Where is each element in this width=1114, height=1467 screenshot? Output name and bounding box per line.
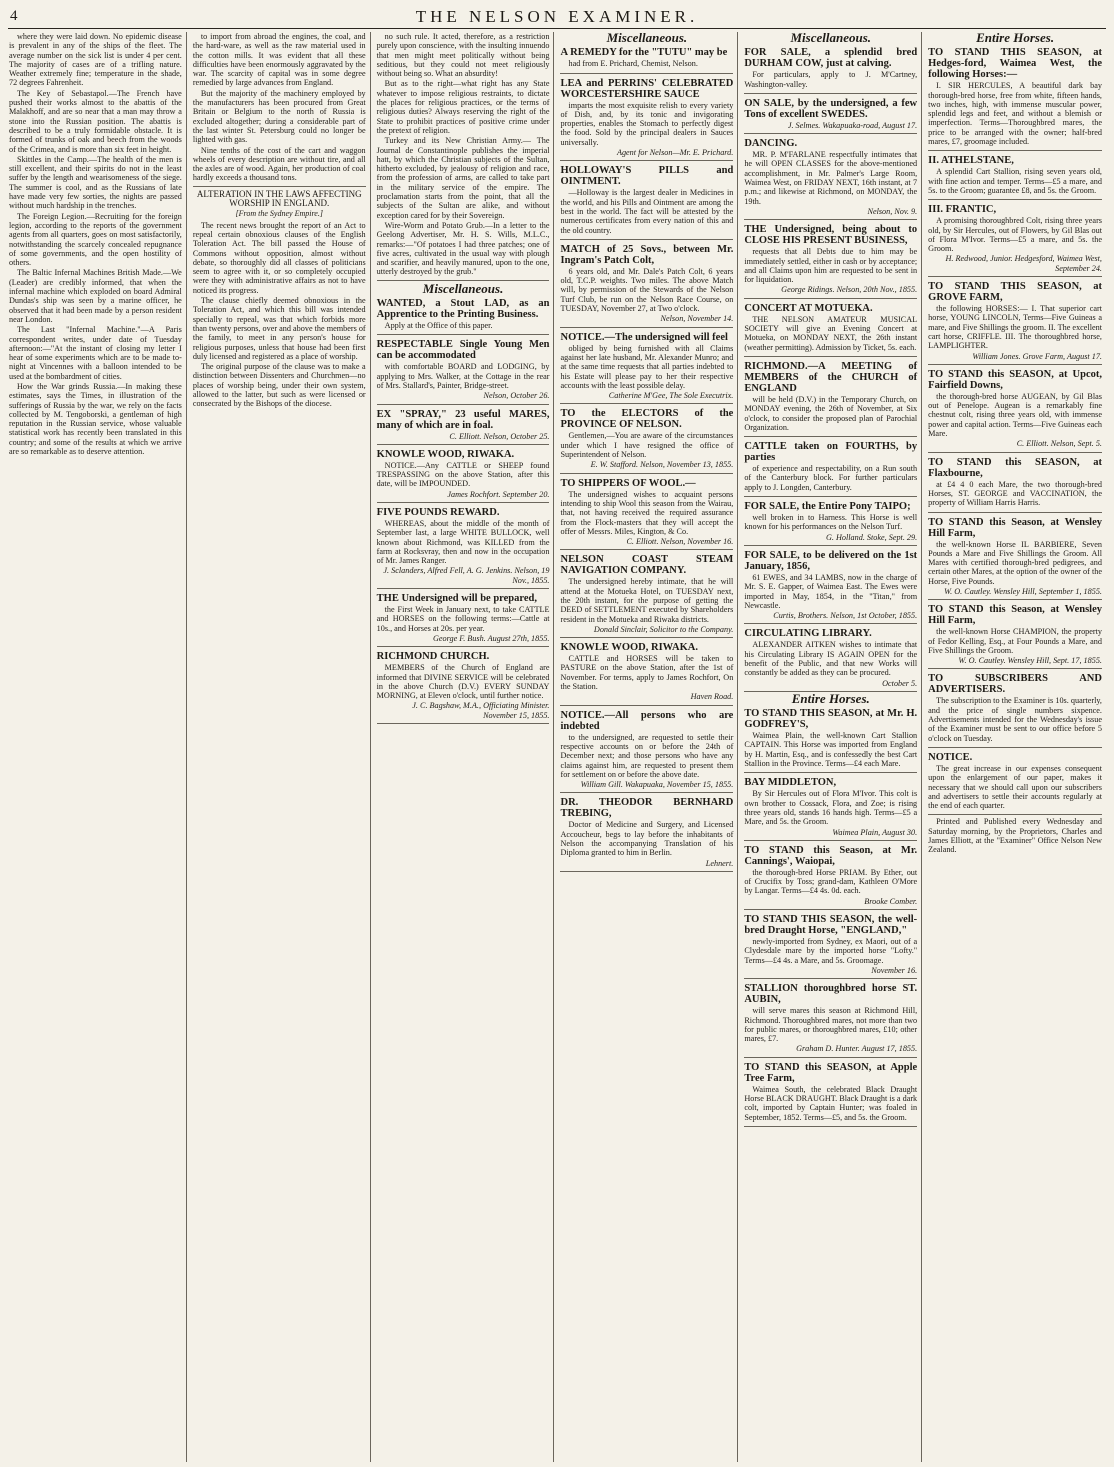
advertisement-body: The undersigned hereby intimate, that he will attend at the Motueka Hotel, on TUESDAY next, the 20th instant, for the purpose of getting the DEED of SETTLEMENT executed by Shareholders resident in the Motueka and Riwaka districts. [560, 577, 734, 624]
article-paragraph: But the majority of the machinery employed by the manufacturers has been procured from Great Britain or Belgium to the north of Russia is excluded altogether; during a considerable part of the last winter St. Petersburg could no longer be lighted with gas. [192, 88, 366, 145]
advertisement [560, 242, 733, 328]
advertisement-heading: A REMEDY for the "TUTU" may be [560, 47, 728, 59]
advertisement-signature: J. C. Bagshaw, M.A., Officiating Minister. November 15, 1855. [412, 701, 550, 720]
column-6 [927, 32, 1106, 1462]
advertisement-signature: Curtis, Brothers. Nelson, 1st October, 1855. [773, 611, 918, 621]
article-paragraph: Skittles in the Camp.—The health of the men is still excellent, and their spirits do not in the least suffer by the length and wearisomeness of the siege. The summer is cool, and as the Russians of late have made very few sorties, the nights are passed without much hardship in the trenches. [9, 154, 182, 211]
advertisement-heading: NOTICE.—The undersigned will feel [560, 331, 728, 343]
section-heading: Entire Horses. [791, 690, 870, 706]
advertisement-heading: RICHMOND.—A MEETING of MEMBERS of the CHURCH of ENGLAND [744, 360, 918, 394]
advertisement-heading: TO STAND this Season, at Wensley Hill Farm, [928, 604, 1102, 627]
advertisement [560, 795, 733, 871]
advertisement-heading: FOR SALE, to be delivered on the 1st January, 1856, [744, 549, 918, 572]
article-heading: ALTERATION IN THE LAWS AFFECTING WORSHIP IN ENGLAND. [196, 188, 362, 209]
advertisement [377, 447, 550, 503]
newspaper-title: THE NELSON EXAMINER. [415, 7, 699, 26]
advertisement-body: For particulars, apply to J. M'Cartney, Washington-valley. [744, 70, 918, 89]
advertisement-body: Waimea Plain, the well-known Cart Stallion CAPTAIN. This Horse was imported from England by H. Martin, Esq., and is confessedly the best Cart Stallion in the Province. Terms—£4 each Mare. [744, 731, 918, 769]
advertisement-heading: DR. THEODOR BERNHARD TREBING, [560, 797, 734, 820]
advertisement [928, 671, 1102, 747]
advertisement-heading: EX "SPRAY," 23 useful MARES, many of which are in foal. [376, 408, 550, 431]
advertisement-body: the well-known Horse CHAMPION, the property of Fedor Kelling, Esq., at Four Pounds a Mare, and Five Shillings the Groom. [928, 627, 1102, 655]
article-paragraph: The original purpose of the clause was to make a distinction between Dissenters and Churchmen—no places of worship being, under their own system, allowed to the latter, but such as were licensed or consecrated by the Bishops of the diocese. [192, 362, 366, 409]
advertisement-body: will be held (D.V.) in the Temporary Church, on MONDAY evening, the 26th of November, at Six o'clock, to consider the proposed plan of Parochial Organization. [744, 394, 918, 432]
advertisement-body: NOTICE.—Any CATTLE or SHEEP found TRESPASSING on the above Station, after this date, will be IMPOUNDED. [376, 460, 550, 489]
advertisement-signature: Catherine M'Gee, The Sole Executrix. [608, 391, 734, 401]
article-paragraph: The Foreign Legion.—Recruiting for the foreign legion, according to the reports of the government agents from all quarters, goes on most satisfactorily, notwithstanding the scarcely concealed repugnance of some governments, and the open hostility of others. [9, 211, 182, 268]
advertisement-signature: Graham D. Hunter. August 17, 1855. [796, 1044, 918, 1054]
advertisement-heading: TO STAND this SEASON, at Apple Tree Farm, [744, 1061, 918, 1084]
advertisement-signature: Nelson, November 14. [660, 314, 734, 324]
advertisement-body: Doctor of Medicine and Surgery, and Licensed Accoucheur, begs to lay before the inhabitants of Nelson the accompanying Translation of his Diploma granted to him in Berlin. [560, 820, 734, 858]
advertisement-heading: TO STAND THIS SEASON, the well-bred Draught Horse, "ENGLAND," [744, 914, 918, 937]
article-paragraph [377, 136, 550, 220]
advertisement-heading: FOR SALE, the Entire Pony TAIPO; [744, 501, 911, 513]
columns [8, 32, 1106, 1462]
advertisement [928, 367, 1102, 453]
advertisement-heading: WANTED, a Stout LAD, as an Apprentice to the Printing Business. [376, 298, 550, 321]
article-paragraph: The Key of Sebastapol.—The French have pushed their works almost to the abattis of the Malakhoff, and are so near that a man may throw a stone into the Russian position. The abattis is described to be a truly formidable obstacle. It is formed of trunks of oak and beech from the woods of the Crimea, and is more than six feet in height. [9, 88, 182, 154]
advertisement [928, 750, 1102, 815]
advertisement [744, 775, 917, 840]
advertisement-signature: November 16. [871, 965, 918, 975]
advertisement-body: —Holloway is the largest dealer in Medicines in the world, and his Pills and Ointment are among the best in the world. The fact will be attested by the numerous certificates from every nation of this and the old country. [560, 188, 734, 235]
advertisement-body: Waimea South, the celebrated Black Draught Horse BLACK DRAUGHT. Black Draught is a dark colt, imported by Captain Hunter; was foaled in September, 1852. Terms—£5, and 5s. the Groom. [744, 1084, 918, 1122]
advertisement-body: The subscription to the Examiner is 10s. quarterly, and the price of single numbers sixpence. Advertisements intended for the Wednesday's issue of the Examiner must be sent to our office before 5 o'clock on Tuesday. [928, 696, 1102, 743]
advertisement [928, 279, 1102, 365]
advertisement [560, 45, 733, 73]
article-paragraph: no such rule. It acted, therefore, as a restriction purely upon conscience, with the insulting innuendo that men might meet politically without being seditious, but they could not meet religiously without being so. What an absurdity! [376, 32, 550, 79]
column-5 [743, 32, 922, 1462]
advertisement-signature: James Rochfort. September 20. [447, 489, 550, 499]
advertisement-signature: George F. Bush. August 27th, 1855. [432, 633, 550, 643]
advertisement-heading: TO STAND this SEASON, at Upcot, Fairfield Downs, [928, 368, 1102, 391]
advertisement-heading: TO STAND THIS SEASON, at Mr. H. GODFREY'S, [744, 708, 918, 731]
advertisement-heading: FIVE POUNDS REWARD. [376, 506, 500, 518]
advertisement-body: the thorough-bred Horse PRIAM. By Ether, out of Crucifix by Toss; grand-dam, Kathleen O'More by Langar. Terms—£4 4s. 0d. each. [744, 867, 918, 896]
article-paragraph: But as to the right—what right has any State whatever to impose religious restraints, to dictate the places for religious practices, or the terms of religious duties? Always reserving the right of the State to prohibit practices of positive crime under the pretext of religion. [376, 79, 550, 135]
divider [193, 186, 366, 187]
advertisement-body: Gentlemen,—You are aware of the circumstances under which I have resigned the office of Superintendent of Nelson. [560, 431, 734, 460]
advertisement-heading: LEA and PERRINS' CELEBRATED WORCESTERSHIRE SAUCE [560, 77, 734, 100]
advertisement-heading: KNOWLE WOOD, RIWAKA. [376, 448, 515, 460]
advertisement [560, 708, 733, 794]
advertisement-signature: Lehnert. [705, 858, 734, 868]
advertisement-signature: George Ridings. Nelson, 20th Nov., 1855. [781, 285, 918, 295]
advertisement [928, 455, 1102, 513]
article-paragraph: to import from abroad the engines, the coal, and the hard-ware, as well as the raw material used in the cotton mills. It was evident that all these difficulties have been enormously aggravated by the war. The scarcity of capital was in some degree remedied by large advances from England. [192, 32, 366, 88]
advertisement-body: A splendid Cart Stallion, rising seven years old, with fine action and temper. Terms—£5 a mare, and 5s. to the Groom; guarantee £8, and 5s. the Groom. [928, 167, 1102, 195]
advertisement [560, 76, 733, 162]
advertisement-heading: RICHMOND CHURCH. [376, 651, 490, 663]
advertisement [377, 407, 550, 445]
advertisement-body: requests that all Debts due to him may be immediately settled, either in cash or by acceptance; and all Claims upon him are requested to be sent in for liquidation. [744, 247, 918, 285]
article-paragraph: The Baltic Infernal Machines British Made.—We (Leader) are credibly informed, that when the infernal machine which exploded on board Admiral Dundas's ship was seen by a marine officer, he observed that it had been made by a person resident near London. [9, 268, 182, 324]
imprint: Printed and Published every Wednesday and Saturday morning, by the Proprietors, Charles and James Elliott, at the "Examiner" Office Nelson New Zealand. [928, 817, 1102, 855]
advertisement-signature: C. Elliott. Nelson, October 25. [449, 431, 550, 441]
advertisement-signature: Waimea Plain, August 30. [832, 827, 918, 837]
advertisement-signature: J. Sclanders, Alfred Fell, A. G. Jenkins. Nelson, 19 Nov., 1855. [383, 566, 550, 585]
advertisement-heading: III. FRANTIC, [928, 204, 997, 216]
advertisement-heading: TO STAND THIS SEASON, at GROVE FARM, [928, 281, 1102, 304]
advertisement [560, 476, 733, 551]
article-paragraph: The recent news brought the report of an Act to repeal certain obnoxious clauses of the English Toleration Act. The bill passed the House of Commons without opposition, almost without debate, so thoroughly did all classes of politicians seem to agree with it, or so completely occupied were they with administrative affairs as not to have noticed its progress. [192, 220, 366, 295]
advertisement-body: 6 years old, and Mr. Dale's Patch Colt, 6 years old, T.C.P. weights. Two miles. The above Match will, by permission of the Stewards of the Nelson Turf Club, be run on the Nelson Race Course, on TUESDAY, November 27, at Two o'clock. [560, 266, 734, 314]
advertisement-signature: Brooke Comber. [864, 896, 918, 906]
advertisement-heading: TO STAND this SEASON, at Flaxbourne, [928, 456, 1102, 479]
advertisement-heading: TO STAND THIS SEASON, at Hedges-ford, Waimea West, the following Horses:— [928, 47, 1102, 81]
advertisement-body: obliged by being furnished with all Claims against her late husband, Mr. Alexander Munro; and at the same time requests that all parties indebted to his Estate will please pay to her their respective accounts with the least possible delay. [560, 343, 734, 390]
article-paragraph: The Last "Infernal Machine."—A Paris correspondent writes, under date of Tuesday afternoon:—"At the instant of closing my letter I hear of some experiments which are to be made to-night at Vincennes with a balloon intended to be used at the bombardment of cities. [9, 325, 182, 381]
advertisement [744, 548, 917, 624]
advertisement-heading: STALLION thoroughbred horse ST. AUBIN, [744, 983, 918, 1006]
advertisement-body: of experience and respectability, on a Run south of the Canterbury block. For further particulars apply to J. Longden, Canterbury. [744, 464, 918, 492]
advertisement [928, 45, 1102, 151]
advertisement-body: the thorough-bred horse AUGEAN, by Gil Blas out of Penelope. Augean is a remarkably fine chestnut colt, rising three years old, with immense power and capital action. Terms—Five Guineas each Mare. [928, 391, 1102, 439]
advertisement [744, 1060, 917, 1127]
advertisement-body: the well-known Horse IL BARBIERE, Seven Pounds a Mare and Five Shillings the Groom. All Mares with certified thorough-bred pedigrees, and certain other Mares, at the option of the owner of the Horse, Five Pounds. [928, 539, 1102, 586]
advertisement [377, 649, 550, 724]
article-source: [From the Sydney Empire.] [235, 209, 323, 219]
column-2 [192, 32, 371, 1462]
advertisement-body: WHEREAS, about the middle of the month of September last, a large WHITE BULLOCK, well known about Richmond, was KILLED from the farm at Rocksvray, then and now in the occupation of Mr. James Ranger. [376, 518, 550, 566]
advertisement-heading: TO SUBSCRIBERS AND ADVERTISERS. [928, 673, 1102, 696]
advertisement-body: ALEXANDER AITKEN wishes to intimate that his Circulating Library IS AGAIN OPEN for the benefit of the Public, and that new Works will constantly be added as they can be procured. [744, 640, 918, 678]
advertisement-heading: TO STAND this Season, at Wensley Hill Farm, [928, 516, 1102, 539]
advertisement [744, 843, 917, 910]
article-lead: Turkey and its New Christian Army.— [384, 136, 531, 146]
advertisement-heading: NOTICE.—All persons who are indebted [560, 709, 734, 732]
advertisement-heading: ON SALE, by the undersigned, a few Tons of excellent SWEDES. [744, 97, 918, 120]
advertisement-body: I. SIR HERCULES, A beautiful dark bay thorough-bred horse, free from white, fifteen hands, two inches, high, with immense muscular power, splendid legs and feet, and without a blemish or imperfection. Terms—Thoroughbred mares, the price to be arranged with the owner; half-bred mares, £7, groomage included. [928, 81, 1102, 147]
advertisement-signature: Haven Road. [690, 692, 734, 702]
advertisement-body: 61 EWES, and 34 LAMBS, now in the charge of Mr. S. E. Gapper, of Waimea East. The Ewes were imported in May, 1854, in the "Titan," from Newcastle. [744, 572, 918, 610]
advertisement-body: at £4 4 0 each Mare, the two thorough-bred Horses, ST. GEORGE and VACCINATION, the property of William Harris Harris. [928, 479, 1102, 508]
advertisement [744, 222, 917, 298]
advertisement-signature: Agent for Nelson—Mr. E. Prichard. [616, 148, 734, 158]
article-text: The Journal de Constantinople publishes the imperial hatt, by which the Christian subjects of the Sultan, hitherto excluded, by jealousy of religion and race, from the profession of arms, are called to take part in the military service of the empire. The proclamation starts from the point, that all the subjects of the Sultan are alike, and without exception cared for by their Sovereign. [376, 136, 550, 220]
advertisement [928, 515, 1102, 601]
advertisement-body: the following HORSES:— I. That superior cart horse, YOUNG LINCOLN, Terms—Five Guineas a mare, and Five Shillings the groom. II. The excellent cart horse, CRIFFLE. III. The thoroughbred horse, LAMPLIGHTER. [928, 304, 1102, 351]
advertisement-signature: J. Selmes. Wakapuaka-road, August 17. [787, 120, 918, 130]
advertisement-signature: William Jones. Grove Farm, August 17. [972, 351, 1102, 361]
advertisement-body: A promising thoroughbred Colt, rising three years old, by Sir Hercules, out of Flowers, by Gil Blas out of Flora M'Ivor. Terms—£5 a mare, and 5s. the Groom. [928, 216, 1102, 254]
advertisement [377, 505, 550, 589]
advertisement-signature: October 5. [882, 678, 918, 688]
advertisement-body: Apply at the Office of this paper. [384, 321, 493, 331]
advertisement-body: MEMBERS of the Church of England are informed that DIVINE SERVICE will be celebrated in the above Church (D.V.) EVERY SUNDAY MORNING, at Eleven o'clock, until further notice. [376, 663, 550, 701]
advertisement [928, 602, 1102, 669]
page-number: 4 [10, 8, 18, 24]
advertisement-heading: CATTLE taken on FOURTHS, by parties [744, 441, 918, 464]
advertisement-heading: TO the ELECTORS of the PROVINCE OF NELSON. [560, 408, 734, 431]
advertisement-heading: TO SHIPPERS OF WOOL.— [560, 477, 696, 489]
advertisement-body: well broken in to Harness. This Horse is well known for his performances on the Nelson Turf. [744, 513, 918, 532]
advertisement-heading: NOTICE. [928, 751, 973, 763]
advertisement-body: CATTLE and HORSES will be taken to PASTURE on the above Station, after the 1st of November. For terms, apply to James Rochfort, On the Station. [560, 654, 734, 692]
advertisement-signature: W. O. Cautley. Wensley Hill, Sept. 17, 1855. [958, 656, 1102, 666]
advertisement-heading: FOR SALE, a splendid bred DURHAM COW, just at calving. [744, 47, 918, 70]
advertisement-heading: CONCERT AT MOTUEKA. [744, 302, 873, 314]
advertisement-heading: THE Undersigned will be prepared, [376, 593, 537, 605]
advertisement [744, 706, 917, 773]
advertisement-body: The great increase in our expenses consequent upon the enlargement of our paper, makes it necessary that we should call upon our subscribers and advertisers to settle their accounts regularly at the end of each quarter. [928, 763, 1102, 811]
advertisement-signature: Nelson, Nov. 9. [867, 206, 918, 216]
article-paragraph: Nine tenths of the cost of the cart and waggon wheels of every description are without tire, and all the axles are of wood. Again, her production of coal hardly exceeds a thousand tons. [192, 145, 366, 183]
advertisement-body: will serve mares this season at Richmond Hill, Richmond. Thoroughbred mares, not more than two for public mares, or thoroughbred mares, £10; other mares, £7. [744, 1006, 918, 1044]
advertisement-heading: II. ATHELSTANE, [928, 155, 1014, 167]
advertisement [744, 96, 917, 134]
advertisement [744, 45, 917, 94]
section-heading: Miscellaneous. [790, 32, 872, 45]
advertisement-heading: NELSON COAST STEAM NAVIGATION COMPANY. [560, 554, 734, 577]
advertisement-heading: CIRCULATING LIBRARY. [744, 628, 872, 640]
advertisement-signature: W. O. Cautley. Wensley Hill, September 1, 1855. [944, 586, 1102, 596]
advertisement-heading: DANCING. [744, 138, 798, 150]
advertisement-body: By Sir Hercules out of Flora M'Ivor. This colt is own brother to Cossack, Flora, and Zoe; is rising three years old, stands 16 hands high. Terms—£5 a Mare, and 5s. the Groom. [744, 789, 918, 827]
advertisement [377, 591, 550, 647]
advertisement-heading: KNOWLE WOOD, RIWAKA. [560, 642, 698, 654]
advertisement-body: THE NELSON AMATEUR MUSICAL SOCIETY will give an Evening Concert at Motueka, on MONDAY NEXT, the 26th instant (weather permitting). Admission by Ticket, 5s. each. [744, 314, 918, 352]
advertisement [560, 163, 733, 239]
advertisement-body: the First Week in January next, to take CATTLE and HORSES on the following terms:—Cattle at 10s., and Horses at 20s. per year. [376, 605, 550, 633]
advertisement [744, 626, 917, 691]
advertisement [744, 912, 917, 979]
advertisement-heading: TO STAND this Season, at Mr. Cannings', Waiopai, [744, 844, 918, 867]
column-1 [8, 32, 187, 1462]
advertisement-heading: HOLLOWAY'S PILLS and OINTMENT. [560, 165, 734, 188]
advertisement [928, 202, 1102, 277]
advertisement [377, 296, 550, 335]
advertisement-signature: Nelson, October 26. [483, 391, 550, 401]
advertisement-body: to the undersigned, are requested to settle their respective accounts on or before the 24th of December next; and those persons who have any claims against him, are requested to present them for settlement on or before the above date. [560, 732, 734, 779]
advertisement [560, 552, 733, 638]
advertisement [928, 153, 1102, 200]
advertisement-heading: RESPECTABLE Single Young Men can be accommodated [376, 339, 550, 362]
advertisement-body: with comfortable BOARD and LODGING, by applying to Mrs. Walker, at the Cottage in the rear of Mrs. Stallard's, Painter, Bridge-street. [376, 362, 550, 390]
advertisement [744, 499, 917, 546]
section-heading: Entire Horses. [976, 32, 1055, 45]
advertisement [744, 981, 917, 1057]
advertisement [744, 301, 917, 357]
advertisement-body: MR. P. M'FARLANE respectfully intimates that he will OPEN CLASSES for the above-mentioned accomplishment, in Mr. Palmer's Large Room, Waimea West, on FRIDAY NEXT, 16th instant, at 7 p.m.; and likewise at Richmond, on MONDAY, the 19th. [744, 150, 918, 206]
advertisement-signature: C. Elliott. Nelson, November 16. [626, 537, 734, 547]
advertisement-heading: BAY MIDDLETON, [744, 777, 837, 789]
advertisement [744, 439, 917, 497]
section-heading: Miscellaneous. [606, 32, 688, 45]
column-3 [376, 32, 555, 1462]
advertisement [560, 640, 733, 705]
advertisement [560, 330, 733, 405]
advertisement [744, 359, 917, 437]
advertisement-body: had from E. Prichard, Chemist, Nelson. [568, 59, 698, 69]
advertisement-body: imparts the most exquisite relish to every variety of Dish, and, by its tonic and invigorating properties, enables the Stomach to perfectly digest the food. Sold by the principal dealers in Sauces universally. [560, 100, 734, 147]
advertisement-body: The undersigned wishes to acquaint persons intending to ship Wool this season from the Wairau, that, not having received the required assurance from the Flock-masters that they will accept the offer of Messrs. Miles, Kington, & Co. [560, 489, 734, 536]
masthead [8, 6, 1106, 29]
article-paragraph: The clause chiefly deemed obnoxious in the Toleration Act, and which this bill was intended specially to repeal, was that which forbids more than twenty persons, over and above the members of the family, to meet in any person's house for religious purposes, unless that house had been first duly licensed and registered as a place of worship. [192, 296, 366, 361]
advertisement-signature: Donald Sinclair, Solicitor to the Company. [593, 624, 734, 634]
section-heading: Miscellaneous. [422, 280, 504, 296]
advertisement [560, 406, 733, 473]
advertisement-body: newly-imported from Sydney, ex Maori, out of a Clydesdale mare by the imported horse "Lofty." Terms—£4 4s. a Mare, and 5s. Groomage. [744, 937, 918, 965]
article-paragraph: How the War grinds Russia.—In making these estimates, says the Times, in illustration of the sufferings of Russia by the war, we rely on the facts collected by M. Tengoborski, a gentleman of high reputation in the Russian service, whose valuable statistical work has recently been translated in this country; and some of the results at which we arrive are so remarkable as to deserve attention. [9, 381, 182, 457]
article-paragraph: where they were laid down. No epidemic disease is prevalent in any of the ships of the fleet. The average number on the sick list is under 4 per cent. The majority of cases are of a trifling nature. Weather extremely fine; temperature in the shade, 72 degrees Fahrenheit. [9, 32, 182, 88]
advertisement-signature: E. W. Stafford. Nelson, November 13, 1855. [590, 460, 734, 470]
advertisement-signature: C. Elliott. Nelson, Sept. 5. [1016, 439, 1102, 449]
advertisement-heading: THE Undersigned, being about to CLOSE HIS PRESENT BUSINESS, [744, 224, 918, 247]
advertisement [744, 136, 917, 220]
advertisement [377, 337, 550, 404]
advertisement-signature: William Gill. Wakapuaka, November 15, 1855. [580, 780, 734, 790]
advertisement-signature: G. Holland. Stoke, Sept. 29. [825, 532, 918, 542]
column-4 [559, 32, 738, 1462]
advertisement-signature: H. Redwood, Junior. Hedgesford, Waimea West, September 24. [945, 254, 1102, 273]
article-paragraph: Wire-Worm and Potato Grub.—In a letter to the Geelong Advertiser, Mr. H. S. Wills, M.L.C., remarks:—"Of potatoes I had three patches; one of five acres, cultivated in the usual way with plough and scarifier, and heavily manured, upon to the one, utterly destroyed by the grub." [376, 220, 550, 277]
advertisement-heading: MATCH of 25 Sovs., between Mr. Ingram's Patch Colt, [560, 243, 734, 266]
